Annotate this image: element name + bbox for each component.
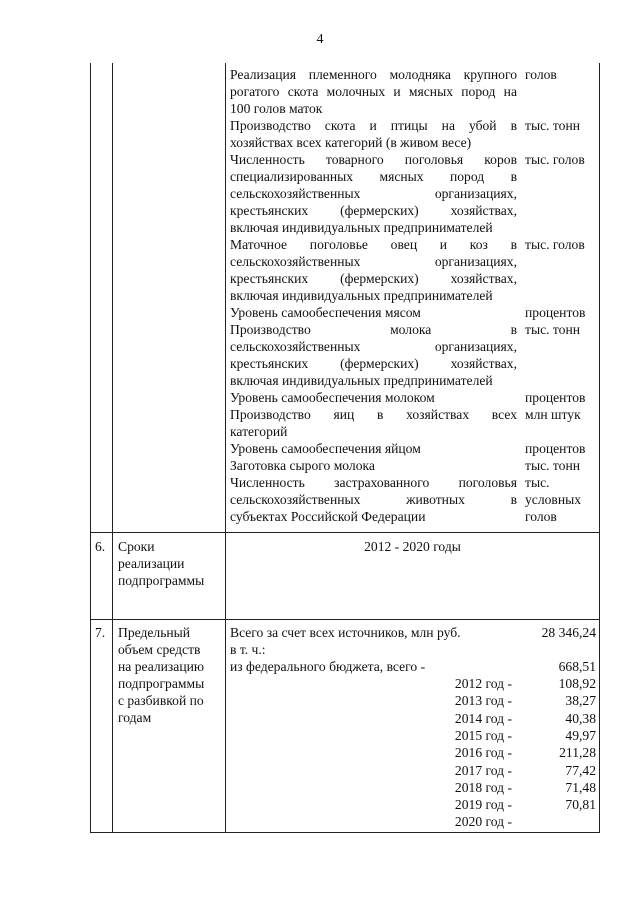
indicator-unit: тыс. тонн [525, 458, 581, 473]
indicator-line: сельскохозяйственных организациях, [230, 254, 517, 269]
indicator-unit: тыс. голов [525, 237, 585, 252]
indicator-unit: тыс. тонн [525, 322, 581, 337]
year-label: 2019 год - [454, 797, 512, 813]
row7-number: 7. [95, 625, 106, 640]
row6-label-1: Сроки [118, 539, 155, 554]
indicator-name [230, 474, 517, 525]
indicator-line: рогатого скота молочных и мясных пород на [230, 84, 517, 99]
year-value: 77,42 [565, 762, 596, 778]
table-border-left [90, 63, 91, 833]
indicator-name [230, 406, 517, 440]
indicator-line: Заготовка сырого молока [230, 458, 375, 473]
indicator-unit: процентов [525, 390, 586, 405]
year-label: 2018 год - [454, 779, 512, 795]
row7-label-1: Предельный [118, 625, 191, 640]
indicator-line: Реализация племенного молодняка крупного [230, 67, 517, 82]
indicator-name [230, 457, 517, 474]
indicator-line: сельскохозяйственных организациях, [230, 339, 517, 354]
indicator-unit: процентов [525, 305, 586, 320]
row7-label-6: годам [118, 710, 152, 725]
indicator-line: Производство скота и птицы на убой в [230, 118, 517, 133]
federal-label: из федерального бюджета, всего - [230, 659, 426, 674]
table-border-bottom [90, 832, 600, 833]
indicator-unit: голов [525, 67, 557, 82]
indicator-unit: тыс. [525, 475, 550, 490]
total-label: Всего за счет всех источников, млн руб. [230, 625, 461, 640]
indicator-line: крестьянских (фермерских) хозяйствах, [230, 356, 517, 371]
indicator-list [230, 66, 517, 525]
indicator-line: Уровень самообеспечения мясом [230, 305, 421, 320]
indicator-name [230, 321, 517, 389]
table-divider-1 [112, 63, 113, 833]
year-label: 2012 год - [454, 676, 512, 691]
indicator-line: включая индивидуальных предпринимателей [230, 373, 493, 388]
indicator-line: Производство яиц в хозяйствах всех [230, 407, 517, 422]
indicator-line: крестьянских (фермерских) хозяйствах, [230, 271, 517, 286]
indicator-unit: процентов [525, 441, 586, 456]
row-divider-6 [90, 532, 600, 533]
indicator-unit: тыс. тонн [525, 118, 581, 133]
year-label: 2020 год - [454, 814, 512, 830]
row7-label-5: с разбивкой по [118, 693, 204, 708]
year-value: 49,97 [565, 727, 596, 743]
federal-value: 668,51 [558, 659, 596, 674]
row6-label-3: подпрограммы [118, 573, 205, 588]
row6-number: 6. [95, 539, 106, 554]
total-value: 28 346,24 [541, 625, 596, 640]
year-label: 2015 год - [454, 727, 512, 743]
indicator-line: субъектах Российской Федерации [230, 509, 426, 524]
indicator-line: Уровень самообеспечения яйцом [230, 441, 421, 456]
indicator-unit: голов [525, 509, 557, 524]
indicator-line: крестьянских (фермерских) хозяйствах, [230, 203, 517, 218]
year-value: 108,92 [558, 676, 596, 691]
row7-label-3: на реализацию [118, 659, 205, 674]
page-number: 4 [316, 32, 324, 47]
indicator-line: Производство молока в [230, 322, 517, 337]
indicator-name [230, 236, 517, 304]
indicator-line: хозяйствах всех категорий (в живом весе) [230, 135, 472, 150]
indicator-name [230, 440, 517, 457]
year-label: 2016 год - [454, 745, 512, 761]
table-divider-2 [225, 63, 226, 833]
year-value: 38,27 [565, 693, 596, 709]
row7-label-4: подпрограммы [118, 676, 205, 691]
including-label: в т. ч.: [230, 642, 266, 657]
row6-value: 2012 - 2020 годы [364, 539, 461, 554]
indicator-line: Численность товарного поголовья коров [230, 152, 517, 167]
indicator-line: включая индивидуальных предпринимателей [230, 288, 493, 303]
year-value: 71,48 [565, 779, 596, 795]
indicator-name [230, 304, 517, 321]
indicator-line: сельскохозяйственных организациях, [230, 186, 517, 201]
row-divider-7 [90, 619, 600, 620]
indicator-unit: условных [525, 492, 582, 507]
year-value: 40,38 [565, 710, 596, 726]
indicator-name [230, 117, 517, 151]
indicator-line: категорий [230, 424, 288, 439]
indicator-unit: млн штук [525, 407, 581, 422]
indicator-name [230, 66, 517, 117]
year-label: 2017 год - [454, 762, 512, 778]
indicator-line: включая индивидуальных предпринимателей [230, 220, 493, 235]
row6-label-2: реализации [118, 556, 185, 571]
indicator-line: Уровень самообеспечения молоком [230, 390, 435, 405]
indicator-line: Маточное поголовье овец и коз в [230, 237, 517, 252]
indicator-line: 100 голов маток [230, 101, 323, 116]
row7-label-2: объем средств [118, 642, 201, 657]
year-label: 2013 год - [454, 693, 512, 709]
indicator-line: Численность застрахованного поголовья [230, 475, 517, 490]
indicator-unit: тыс. голов [525, 152, 585, 167]
indicator-name [230, 389, 517, 406]
indicator-line: специализированных мясных пород в [230, 169, 517, 184]
table-border-right [599, 63, 600, 833]
year-label: 2014 год - [454, 710, 512, 726]
indicator-name [230, 151, 517, 236]
indicator-line: сельскохозяйственных животных в [230, 492, 517, 507]
year-value: 211,28 [559, 745, 596, 761]
year-value: 70,81 [565, 797, 596, 813]
